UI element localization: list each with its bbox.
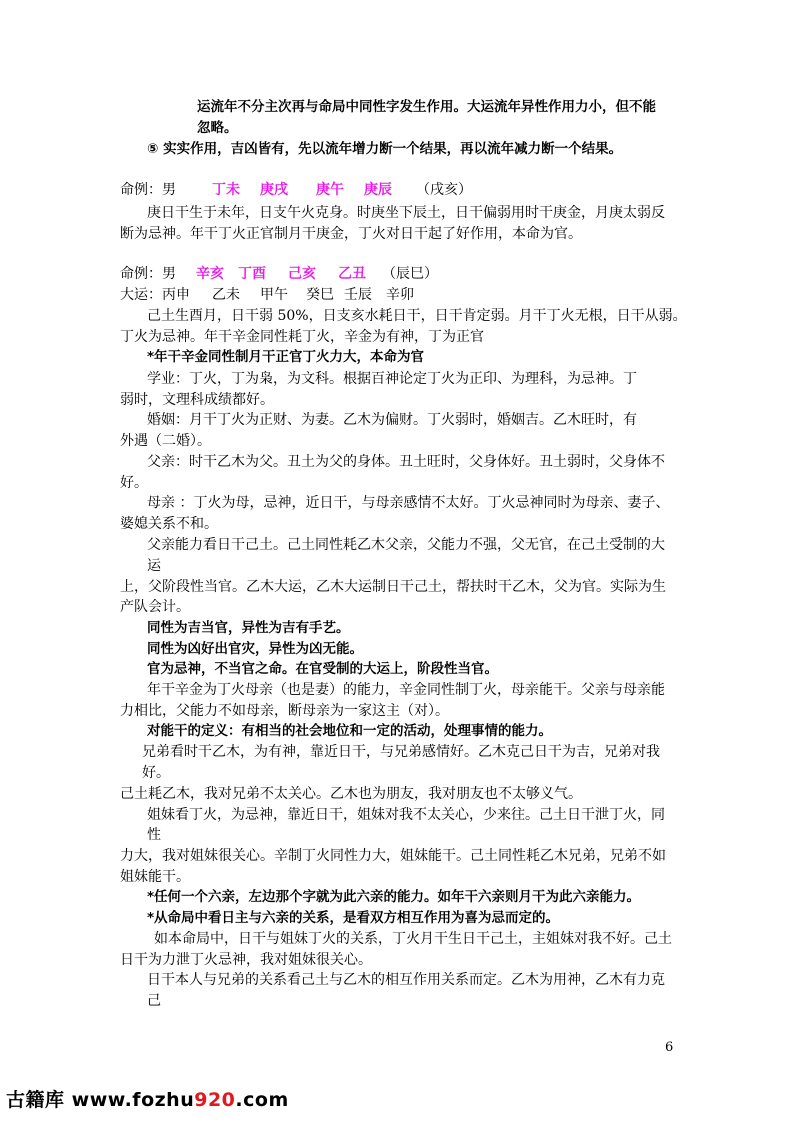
text-line: 姐妹看丁火，为忌神，靠近日干，姐妹对我不太关心，少来往。己土日干泄丁火，同 bbox=[147, 807, 665, 823]
pillar-month: 庚戌 bbox=[260, 182, 288, 198]
text-line: 外遇（二婚）。 bbox=[120, 433, 211, 449]
pillar-year: 辛亥 bbox=[196, 266, 224, 282]
pillar-day: 己亥 bbox=[288, 266, 316, 282]
key-point: 官为忌神，不当官之命。在官受制的大运上，阶段性当官。 bbox=[147, 661, 498, 677]
text-line: 庚日干生于未年，日支午火克身。时庚坐下辰土，日干偏弱用时干庚金，月庚太弱反 bbox=[147, 205, 665, 221]
text-line: 婆媳关系不和。 bbox=[120, 516, 218, 532]
text-line: ⑤ 实实作用，吉凶皆有，先以流年增力断一个结果，再以流年减力断一个结果。 bbox=[147, 141, 623, 157]
kongwang: （辰巳） bbox=[382, 266, 438, 282]
text-line: 好。 bbox=[120, 475, 148, 491]
footer-watermark bbox=[6, 1085, 289, 1112]
pillar-year: 丁未 bbox=[212, 182, 240, 198]
text-line: 日干为力泄丁火忌神，我对姐妹很关心。 bbox=[120, 952, 372, 968]
text-line: 运 bbox=[147, 558, 161, 574]
example-label: 命例：男 bbox=[120, 182, 176, 198]
page-number: 6 bbox=[665, 1040, 674, 1055]
text-line: 日干本人与兄弟的关系看己土与乙木的相互作用关系而定。乙木为用神，乙木有力克 bbox=[147, 972, 665, 988]
key-point: *任何一个六亲，左边那个字就为此六亲的能力。如年干六亲则月干为此六亲能力。 bbox=[147, 889, 641, 905]
pillar-day: 庚午 bbox=[316, 182, 344, 198]
text-line: 弱时，文理科成绩都好。 bbox=[120, 392, 274, 408]
kongwang: （戌亥） bbox=[416, 182, 472, 198]
text-line: 己土耗乙木，我对兄弟不太关心。乙木也为朋友，我对朋友也不太够义气。 bbox=[120, 786, 582, 802]
text-line: 忽略。 bbox=[197, 120, 238, 136]
dayun-item: 壬辰 bbox=[344, 287, 372, 303]
text-line: 产队会计。 bbox=[120, 599, 190, 615]
chart-example-1 bbox=[120, 180, 472, 200]
text-line: 父亲：时干乙木为父。丑土为父的身体。丑土旺时，父身体好。丑土弱时，父身体不 bbox=[147, 454, 665, 470]
pillar-hour: 庚辰 bbox=[364, 182, 392, 198]
text-line: 学业：丁火，丁为枭，为文科。根据百神论定丁火为正印、为理科，为忌神。丁 bbox=[147, 371, 637, 387]
footer-site-prefix: www.fozhu bbox=[71, 1089, 195, 1111]
dayun-label: 大运： bbox=[120, 287, 162, 303]
pillar-month: 丁酉 bbox=[238, 266, 266, 282]
text-line: 运流年不分主次再与命局中同性字发生作用。大运流年异性作用力小，但不能 bbox=[197, 99, 656, 115]
footer-site-suffix: .com bbox=[235, 1089, 289, 1111]
dayun-item: 乙未 bbox=[212, 287, 240, 303]
dayun-line bbox=[120, 285, 414, 305]
example-label: 命例：男 bbox=[120, 266, 176, 282]
text-line: 己 bbox=[147, 993, 161, 1009]
dayun-item: 辛卯 bbox=[386, 287, 414, 303]
text-line: 如本命局中，日干与姐妹丁火的关系，丁火月干生日干己土，主姐妹对我不好。己土 bbox=[154, 931, 672, 947]
key-point: *年干辛金同性制月干正官丁火力大，本命为官 bbox=[147, 349, 425, 365]
text-line: 父亲能力看日干己土。己土同性耗乙木父亲，父能力不强，父无官，在己土受制的大 bbox=[147, 537, 665, 553]
text-line: 婚姻：月干丁火为正财、为妻。乙木为偏财。丁火弱时，婚姻吉。乙木旺时，有 bbox=[147, 412, 637, 428]
footer-brand: 古籍库 bbox=[6, 1089, 65, 1111]
text-line: 好。 bbox=[142, 765, 170, 781]
text-line: 丁火为忌神。年干辛金同性耗丁火，辛金为有神，丁为正官 bbox=[120, 329, 484, 345]
text-line: 母亲 ：丁火为母，忌神，近日干，与母亲感情不太好。丁火忌神同时为母亲、妻子、 bbox=[147, 495, 670, 511]
key-point: 对能干的定义：有相当的社会地位和一定的活动，处理事情的能力。 bbox=[147, 723, 552, 739]
text-line: 性 bbox=[147, 827, 161, 843]
dayun-item: 甲午 bbox=[260, 287, 288, 303]
text-line: 年干辛金为丁火母亲（也是妻）的能力，辛金同性制丁火，母亲能干。父亲与母亲能 bbox=[147, 682, 665, 698]
key-point: 同性为凶好出官灾，异性为凶无能。 bbox=[147, 641, 363, 657]
key-point: *从命局中看日主与六亲的关系，是看双方相互作用为喜为忌而定的。 bbox=[147, 910, 560, 926]
text-line: 己土生酉月，日干弱 50%，日支亥水耗日干，日干肯定弱。月干丁火无根，日干从弱。 bbox=[147, 308, 687, 324]
key-point: 同性为吉当官，异性为吉有手艺。 bbox=[147, 620, 350, 636]
footer-site-number: 920 bbox=[194, 1089, 236, 1111]
pillar-hour: 乙丑 bbox=[338, 266, 366, 282]
text-line: 兄弟看时干乙木，为有神，靠近日干，与兄弟感情好。乙木克己日干为吉，兄弟对我 bbox=[142, 744, 660, 760]
dayun-item: 癸巳 bbox=[306, 287, 334, 303]
chart-example-2 bbox=[120, 264, 438, 284]
text-line: 上，父阶段性当官。乙木大运，乙木大运制日干己土，帮扶时干乙木，父为官。实际为生 bbox=[120, 579, 666, 595]
text-line: 断为忌神。年干丁火正官制月干庚金，丁火对日干起了好作用，本命为官。 bbox=[120, 226, 582, 242]
text-line: 力相比，父能力不如母亲，断母亲为一家这主（对）。 bbox=[120, 703, 449, 719]
dayun-item: 丙申 bbox=[162, 287, 190, 303]
text-line: 姐妹能干。 bbox=[120, 869, 190, 885]
text-line: 力大，我对姐妹很关心。辛制丁火同性力大，姐妹能干。己土同性耗乙木兄弟，兄弟不如 bbox=[120, 848, 666, 864]
